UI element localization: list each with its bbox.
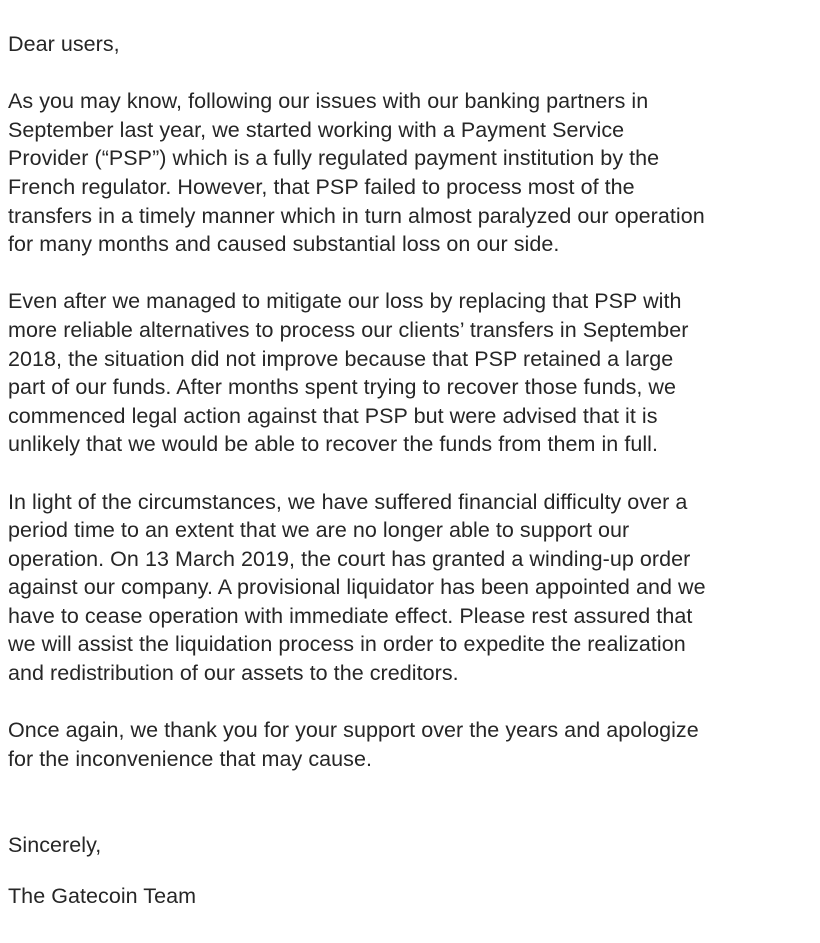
paragraph-line: have to cease operation with immediate effect. Please rest assured that [8,603,693,628]
letter-body [8,30,808,911]
paragraph-line: As you may know, following our issues with our banking partners in [8,89,649,114]
paragraph-line: Once again, we thank you for your support over the years and apologize [8,718,699,743]
greeting: Dear users, [8,32,120,56]
paragraph-line: French regulator. However, that PSP failed to process most of the [8,174,635,199]
paragraph-line: part of our funds. After months spent trying to recover those funds, we [8,375,677,400]
paragraph-line: commenced legal action against that PSP but were advised that it is [8,403,658,428]
paragraph-line: transfers in a timely manner which in turn almost paralyzed our operation [8,203,705,228]
paragraph-legal-action [8,287,808,459]
paragraph-line: and redistribution of our assets to the creditors. [8,661,459,686]
paragraph-line: In light of the circumstances, we have suffered financial difficulty over a [8,489,688,514]
paragraph-thanks [8,716,808,773]
paragraph-line: more reliable alternatives to process our clients’ transfers in September [8,317,689,342]
paragraph-banking-issues [8,87,808,259]
paragraph-line: for the inconvenience that may cause. [8,746,372,771]
paragraph-line: unlikely that we would be able to recover the funds from them in full. [8,432,659,457]
paragraph-line: Provider (“PSP”) which is a fully regulated payment institution by the [8,146,660,171]
paragraph-line: Even after we managed to mitigate our loss by replacing that PSP with [8,289,682,314]
paragraph-line: against our company. A provisional liquidator has been appointed and we [8,575,706,600]
paragraph-line: 2018, the situation did not improve because that PSP retained a large [8,346,674,371]
paragraph-line: September last year, we started working with a Payment Service [8,117,625,142]
signature: The Gatecoin Team [8,884,197,909]
paragraph-line: operation. On 13 March 2019, the court has granted a winding-up order [8,546,691,571]
paragraph-liquidation [8,488,808,688]
paragraph-line: for many months and caused substantial loss on our side. [8,232,560,257]
paragraph-line: we will assist the liquidation process in order to expedite the realization [8,632,686,657]
closing: Sincerely, [8,832,102,857]
paragraph-line: period time to an extent that we are no longer able to support our [8,518,630,543]
